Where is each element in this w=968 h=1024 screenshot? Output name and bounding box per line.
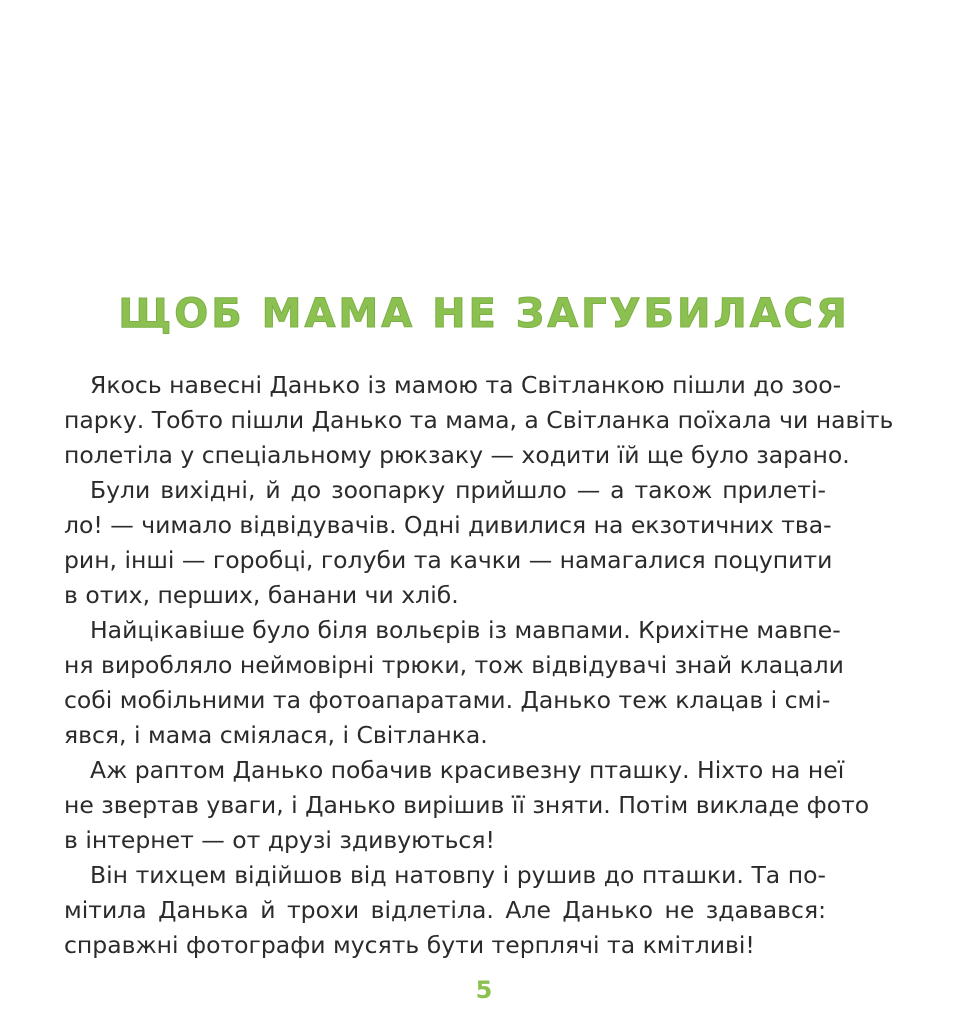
chapter-title: ЩОБ МАМА НЕ ЗАГУБИЛАСЯ bbox=[118, 291, 850, 337]
text-line: рин, інші — горобці, голуби та качки — намагалися поцупити bbox=[64, 546, 833, 574]
text-line: ло! — чимало відвідувачів. Одні дивилися на екзотичних тва- bbox=[64, 511, 832, 539]
text-line: ня виробляло неймовірні трюки, тож відвідувачі знай клацали bbox=[64, 651, 844, 679]
text-line: Найцікавіше було біля вольєрів із мавпами. Крихітне мавпе- bbox=[90, 616, 841, 644]
chapter-body bbox=[64, 368, 894, 963]
text-line: мітила Данька й трохи відлетіла. Але Данько не здавався: bbox=[64, 896, 826, 924]
text-line: в інтернет — от друзі здивуються! bbox=[64, 826, 495, 854]
text-line: явся, і мама сміялася, і Світланка. bbox=[64, 721, 488, 749]
text-line: не звертав уваги, і Данько вирішив її зняти. Потім викладе фото bbox=[64, 791, 870, 819]
text-line: Були вихідні, й до зоопарку прийшло — а також прилеті- bbox=[90, 476, 826, 504]
text-line: справжні фотографи мусять бути терплячі та кмітливі! bbox=[64, 931, 755, 959]
text-line: Аж раптом Данько побачив красивезну пташку. Ніхто на неї bbox=[90, 756, 845, 784]
text-line: в отих, перших, банани чи хліб. bbox=[64, 581, 459, 609]
text-line: полетіла у спеціальному рюкзаку — ходити їй ще було зарано. bbox=[64, 441, 850, 469]
text-line: парку. Тобто пішли Данько та мама, а Світланка поїхала чи навіть bbox=[64, 406, 894, 434]
page-number: 5 bbox=[475, 976, 493, 1004]
text-line: собі мобільними та фотоапаратами. Данько теж клацав і смі- bbox=[64, 686, 831, 714]
text-line: Якось навесні Данько із мамою та Світланкою пішли до зоо- bbox=[90, 371, 842, 399]
text-line: Він тихцем відійшов від натовпу і рушив до пташки. Та по- bbox=[90, 861, 826, 889]
